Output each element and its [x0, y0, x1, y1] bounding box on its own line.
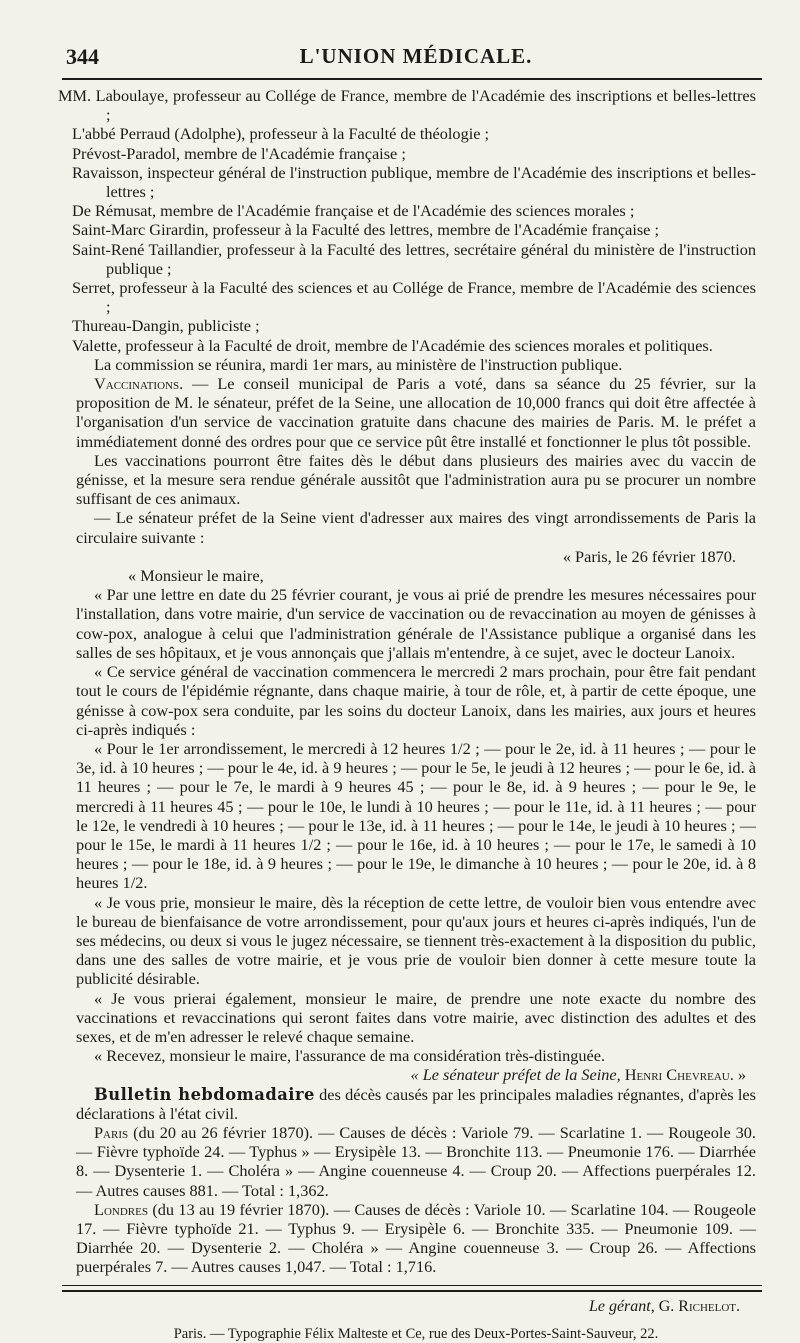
- running-title: L'UNION MÉDICALE.: [299, 44, 533, 68]
- footer-rule: [62, 1285, 762, 1286]
- vaccinations-paragraph-2: Les vaccinations pourront être faites dès le début dans plusieurs des mairies avec du vaccin de génisse, et la mesure sera rendue générale aussitôt que l'administration aura pu se procurer un nombre suffisant de ces animaux.: [76, 450, 756, 509]
- member-entry: Thureau-Dangin, publiciste ;: [72, 316, 260, 336]
- member-entry: Saint-René Taillandier, professeur à la Faculté des lettres, secrétaire général du ministère de l'instruction publique ;: [72, 239, 756, 278]
- letter-closing: « Recevez, monsieur le maire, l'assurance de ma considération très-distinguée.: [94, 1046, 606, 1066]
- member-entry: MM. Laboulaye, professeur au Collége de France, membre de l'Académie des inscriptions et belles-lettres ;: [58, 86, 756, 125]
- member-entry: Ravaisson, inspecteur général de l'instruction publique, membre de l'Académie des inscriptions et belles-lettres ;: [72, 162, 756, 202]
- paris-label: Paris: [94, 1122, 129, 1142]
- letter-paragraph: « Ce service général de vaccination commencera le mercredi 2 mars prochain, pour être fait pendant tout le cours de l'épidémie régnante, dans chaque mairie, à tour de rôle, et, à partir de cette époque, une génisse à cow-pox sera conduite, par les soins du docteur Lanoix, dans les mairies, aux jours et heures ci-après indiqués :: [76, 662, 756, 739]
- bulletin-intro: [76, 1085, 756, 1123]
- article-body: [58, 86, 756, 1277]
- london-label: Londres: [94, 1199, 148, 1219]
- printer-imprint: Paris. — Typographie Félix Malteste et Ce, rue des Deux-Portes-Saint-Sauveur, 22.: [173, 1325, 659, 1342]
- member-entry: Serret, professeur à la Faculté des sciences et au Collége de France, membre de l'Académie des sciences ;: [72, 278, 756, 317]
- signature-name: Henri Chevreau. »: [620, 1065, 746, 1085]
- vaccinations-heading: Vaccinations.: [94, 374, 184, 394]
- paris-statistics-text: (du 20 au 26 février 1870). — Causes de décès : Variole 79. — Scarlatine 1. — Rougeole 30. — Fièvre typhoïde 24. — Typhus » — Erysipèle 13. — Bronchite 113. — Pneumonie 176. — Diarrhée 8. — Dysenterie 1. — Choléra » — Angine couenneuse 4. — Croup 20. — Affections puerpérales 12. — Autres causes 881. — Total : 1,362.: [76, 1122, 756, 1200]
- letter-paragraph: « Je vous prierai également, monsieur le maire, de prendre une note exacte du nombre des vaccinations et revaccinations qui seront faites dans votre mairie, avec distinction des adultes et des sexes, et de m'en adresser le relevé chaque semaine.: [76, 988, 756, 1046]
- gerant-label: Le gérant,: [588, 1297, 655, 1315]
- vaccinations-paragraph: [76, 374, 756, 451]
- signature-title: « Le sénateur préfet de la Seine,: [410, 1065, 621, 1085]
- member-entry: Valette, professeur à la Faculté de droit, membre de l'Académie des sciences morales et politiques.: [72, 335, 713, 355]
- circular-intro: — Le sénateur préfet de la Seine vient d'adresser aux maires des vingt arrondissements de Paris la circulaire suivante :: [76, 508, 756, 547]
- gerant-line: [76, 1298, 756, 1316]
- letter-paragraph: « Je vous prie, monsieur le maire, dès la réception de cette lettre, de vouloir bien vous entendre avec le bureau de bienfaisance de votre arrondissement, pour qu'aux jours et heures ci-après indiqués, l'un de ses médecins, ou deux si vous le jugez nécessaire, se tiennent très-exactement à la disposition du public, dans une des salles de votre mairie, et je vous prie de vouloir bien donner à cette mesure toute la publicité désirable.: [76, 892, 756, 989]
- london-statistics-text: (du 13 au 19 février 1870). — Causes de décès : Variole 10. — Scarlatine 104. — Rougeole 17. — Fièvre typhoïde 21. — Typhus 9. — Erysipèle 6. — Bronchite 335. — Pneumonie 109. — Diarrhée 20. — Dysenterie 2. — Choléra » — Angine couenneuse 3. — Croup 26. — Affections puerpérales 7. — Autres causes 1,047. — Total : 1,716.: [76, 1199, 756, 1277]
- paris-statistics: [76, 1123, 756, 1200]
- letter-salutation: « Monsieur le maire,: [128, 566, 264, 586]
- commission-members-list: [58, 86, 756, 355]
- page-number: 344: [66, 44, 99, 69]
- letter-dateline: « Paris, le 26 février 1870.: [562, 546, 736, 566]
- vaccinations-text: — Le conseil municipal de Paris a voté, dans sa séance du 25 février, sur la proposition de M. le sénateur, préfet de la Seine, une allocation de 10,000 francs qui doit être affectée à l'organisation d'un service de vaccination gratuite dans chacune des mairies de Paris. M. le préfet a immédiatement donné des ordres pour que ce service pût être installé et fonctionner le plus tôt possible.: [76, 374, 756, 451]
- page-header: [66, 38, 756, 78]
- member-entry: Prévost-Paradol, membre de l'Académie française ;: [72, 143, 406, 163]
- header-rule: [62, 78, 762, 80]
- schedule-paragraph: « Pour le 1er arrondissement, le mercredi à 12 heures 1/2 ; — pour le 2e, id. à 11 heures ; — pour le 3e, id. à 10 heures ; — pour le 4e, id. à 9 heures ; — pour le 5e, le jeudi à 12 heures ; — pour le 6e, id. à 11 heures ; — pour le 7e, le mardi à 9 heures 45 ; — pour le 8e, id. à 9 heures ; — pour le 9e, le mercredi à 11 heures 45 ; — pour le 10e, le lundi à 10 heures ; — pour le 11e, id. à 11 heures ; — pour le 12e, le vendredi à 10 heures ; — pour le 13e, id. à 11 heures ; — pour le 14e, le jeudi à 10 heures ; — pour le 15e, le mardi à 11 heures 1/2 ; — pour le 16e, id. à 10 heures ; — pour le 17e, le samedi à 10 heures ; — pour le 18e, id. à 9 heures ; — pour le 19e, le dimanche à 10 heures ; — pour le 20e, id. à 8 heures 1/2.: [76, 738, 756, 893]
- commission-meeting-notice: La commission se réunira, mardi 1er mars, au ministère de l'instruction publique.: [94, 354, 623, 374]
- member-entry: De Rémusat, membre de l'Académie française et de l'Académie des sciences morales ;: [72, 201, 635, 221]
- gerant-name: G. Richelot.: [654, 1297, 740, 1315]
- bulletin-title: Bulletin hebdomadaire: [94, 1084, 315, 1104]
- letter-signature: [76, 1065, 756, 1084]
- letter-paragraph: « Par une lettre en date du 25 février courant, je vous ai prié de prendre les mesures nécessaires pour l'installation, dans votre mairie, d'un service de vaccination ou de revaccination au moyen de génisses à cow-pox, analogue à celui que l'administration générale de l'Assistance publique a organisé dans les salles de ses hôpitaux, et je vous annonçais que j'allais m'entendre, à ce sujet, avec le docteur Lanoix.: [76, 585, 756, 662]
- member-entry: Saint-Marc Girardin, professeur à la Faculté des lettres, membre de l'Académie française ;: [72, 220, 660, 240]
- member-entry: L'abbé Perraud (Adolphe), professeur à la Faculté de théologie ;: [72, 124, 490, 144]
- bulletin-intro-text: des décès causés par les principales maladies régnantes, d'après les déclarations à l'état civil.: [76, 1084, 756, 1123]
- london-statistics: [76, 1200, 756, 1277]
- footer-rule-thick: [62, 1290, 762, 1292]
